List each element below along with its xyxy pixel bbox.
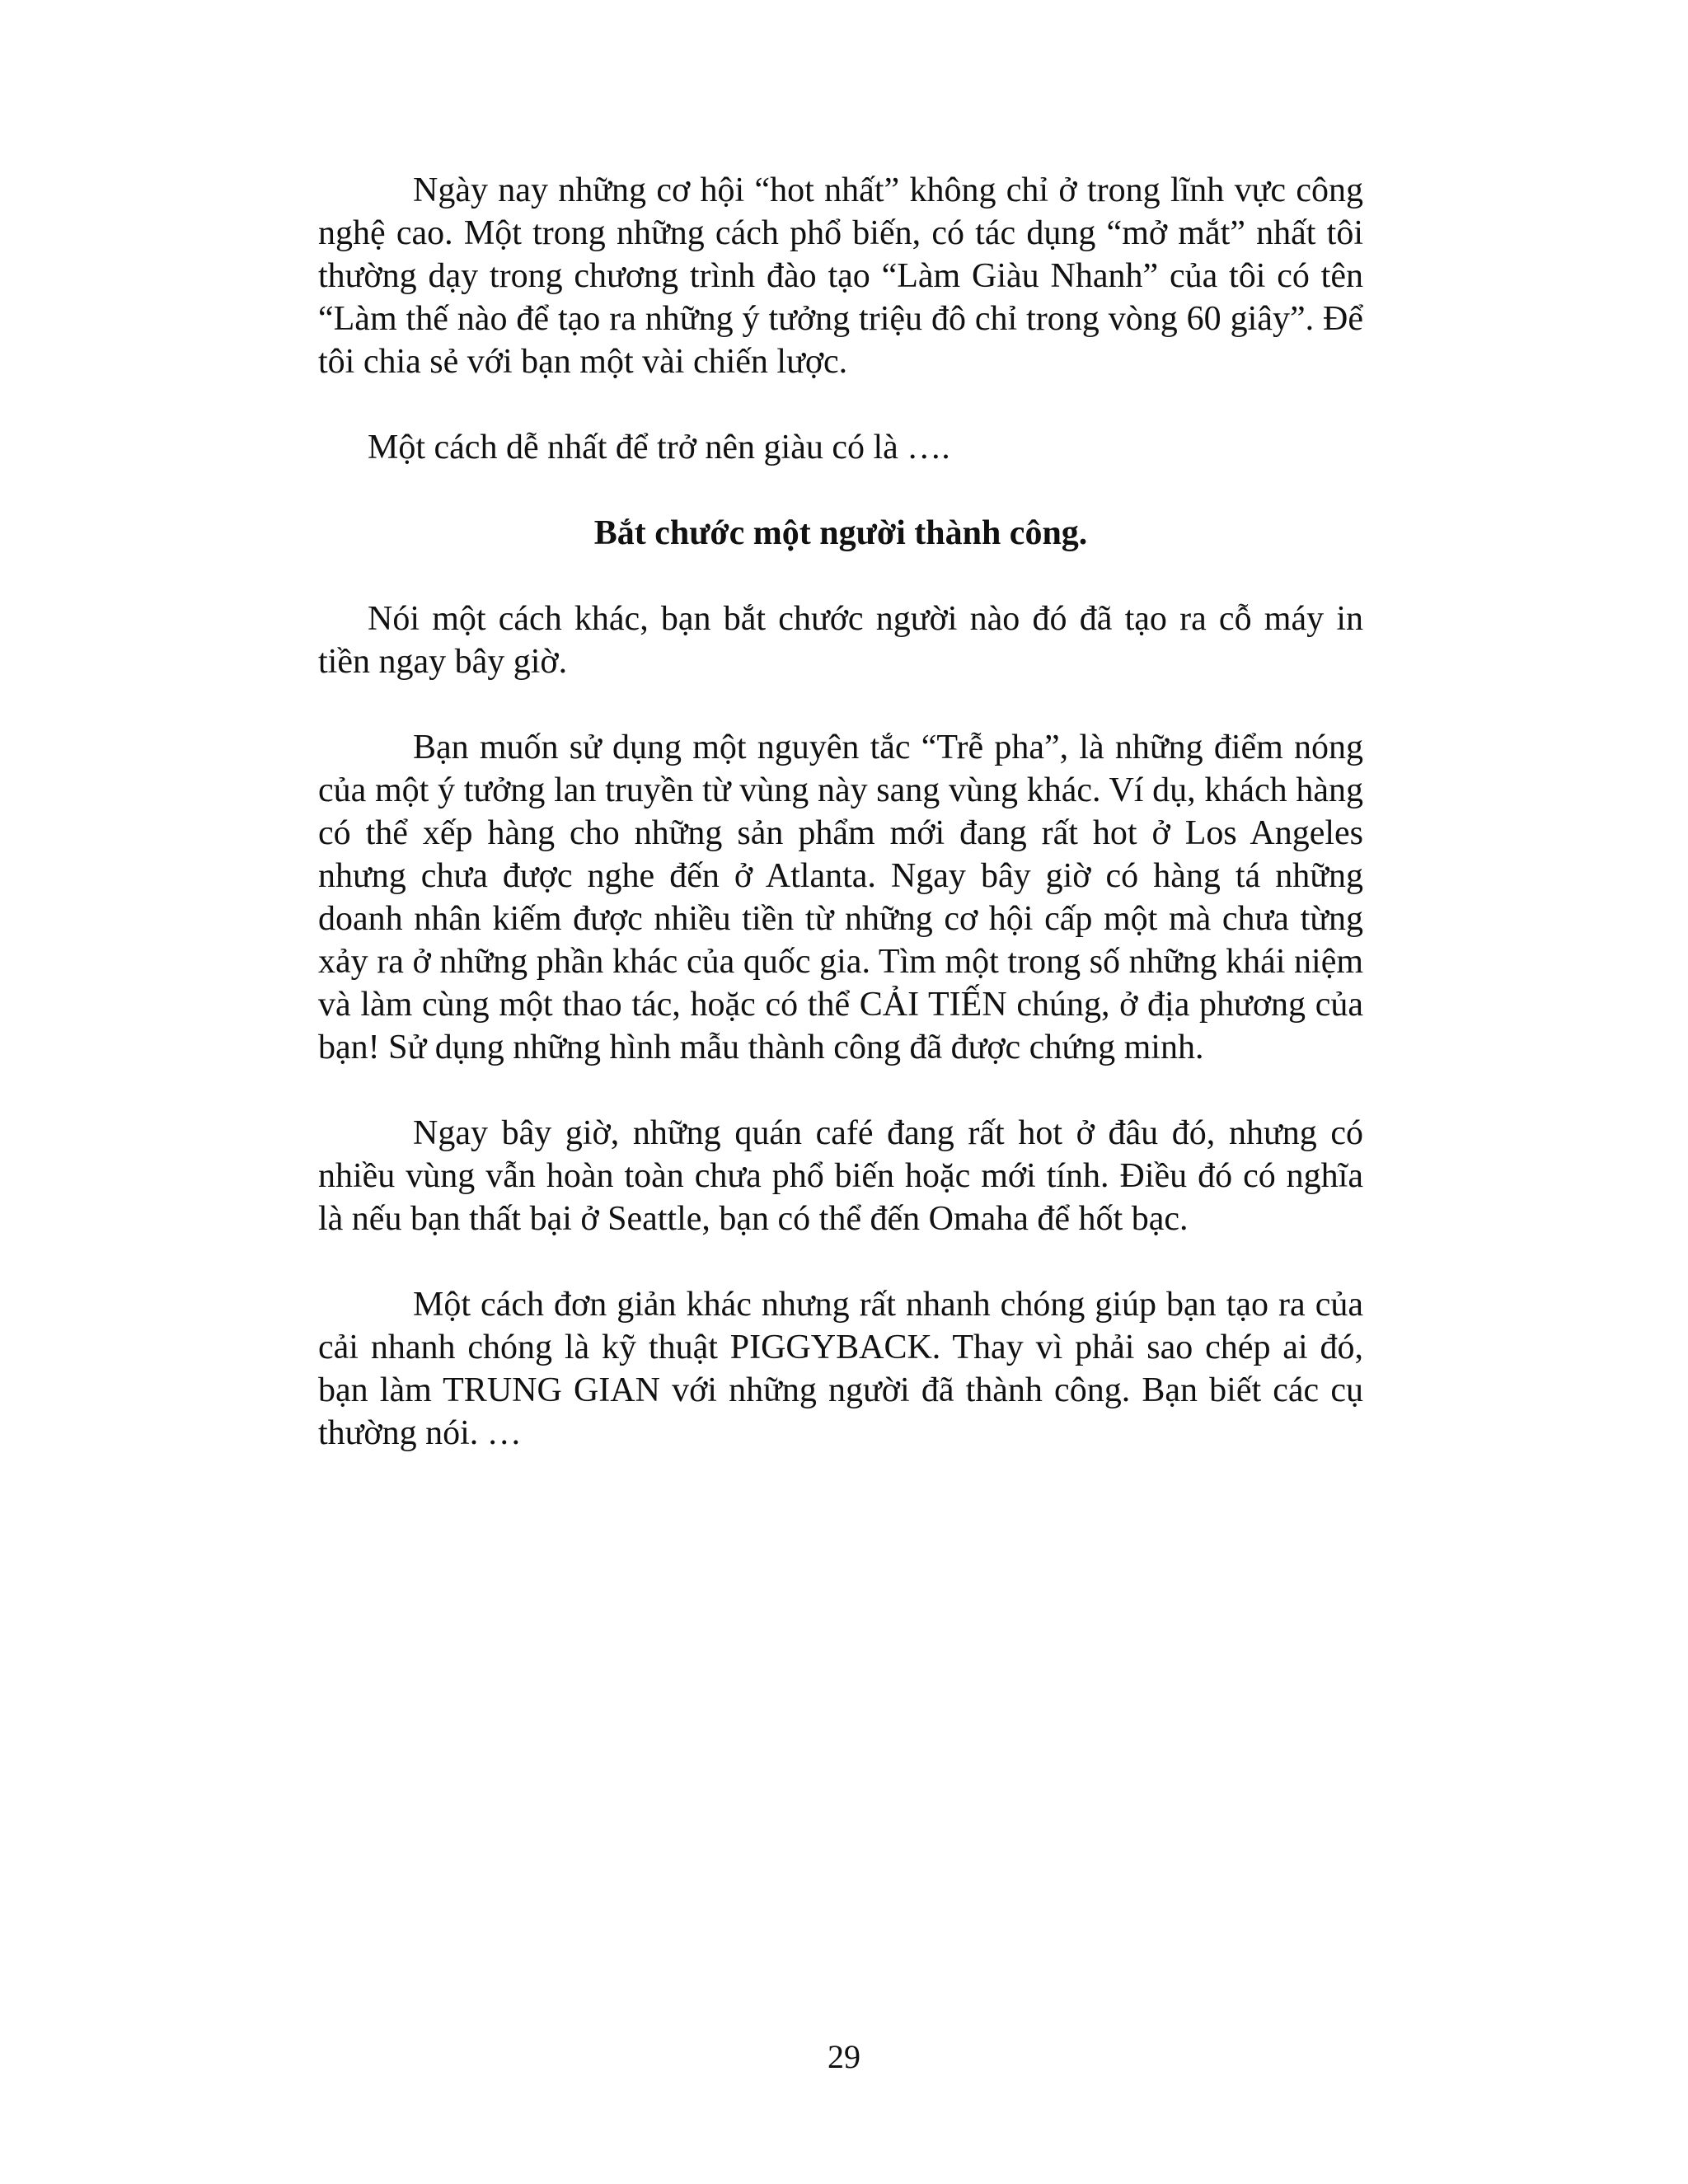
- paragraph-phase-lag: Bạn muốn sử dụng một nguyên tắc “Trễ pha”, là những điểm nóng của một ý tưởng lan truyền từ vùng này sang vùng khác. Ví dụ, khách hàng có thể xếp hàng cho những sản phẩm mới đang rất hot ở Los Angeles nhưng chưa được nghe đến ở Atlanta. Ngay bây giờ có hàng tá những doanh nhân kiếm được nhiều tiền từ những cơ hội cấp một mà chưa từng xảy ra ở những phần khác của quốc gia. Tìm một trong số những khái niệm và làm cùng một thao tác, hoặc có thể CẢI TIẾN chúng, ở địa phương của bạn! Sử dụng những hình mẫu thành công đã được chứng minh.: [318, 729, 1363, 1066]
- paragraph-easiest-way: Một cách dễ nhất để trở nên giàu có là ….: [368, 429, 950, 466]
- paragraph-intro: Ngày nay những cơ hội “hot nhất” không chỉ ở trong lĩnh vực công nghệ cao. Một trong những cách phổ biến, có tác dụng “mở mắt” nhất tôi thường dạy trong chương trình đào tạo “Làm Giàu Nhanh” của tôi có tên “Làm thế nào để tạo ra những ý tưởng triệu đô chỉ trong vòng 60 giây”. Để tôi chia sẻ với bạn một vài chiến lược.: [318, 171, 1363, 381]
- section-heading: Bắt chước một người thành công.: [593, 514, 1088, 552]
- paragraph-imitate: Nói một cách khác, bạn bắt chước người nào đó đã tạo ra cỗ máy in tiền ngay bây giờ.: [318, 600, 1363, 681]
- document-page: [318, 169, 1363, 1455]
- paragraph-cafe: Ngay bây giờ, những quán café đang rất hot ở đâu đó, nhưng có nhiều vùng vẫn hoàn toàn chưa phổ biến hoặc mới tính. Điều đó có nghĩa là nếu bạn thất bại ở Seattle, bạn có thể đến Omaha để hốt bạc.: [318, 1114, 1363, 1238]
- page-number: 29: [828, 2038, 860, 2075]
- paragraph-piggyback: Một cách đơn giản khác nhưng rất nhanh chóng giúp bạn tạo ra của cải nhanh chóng là kỹ thuật PIGGYBACK. Thay vì phải sao chép ai đó, bạn làm TRUNG GIAN với những người đã thành công. Bạn biết các cụ thường nói. …: [318, 1286, 1363, 1452]
